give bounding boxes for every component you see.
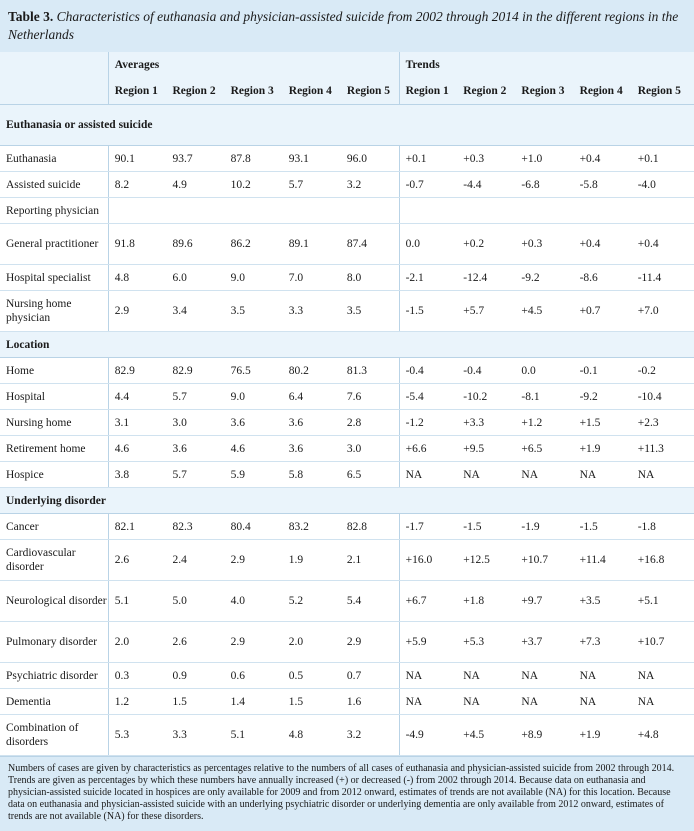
table-row	[0, 663, 694, 689]
row-label: General practitioner	[0, 224, 108, 265]
header-trend-5: Region 5	[632, 78, 694, 105]
average-cell-1: 4.4	[108, 384, 166, 410]
header-average-4: Region 4	[283, 78, 341, 105]
row-label: Neurological disorder	[0, 581, 108, 622]
row-label: Euthanasia	[0, 146, 108, 172]
average-cell-4	[283, 198, 341, 224]
trend-cell-2: -10.2	[457, 384, 515, 410]
average-cell-1	[108, 198, 166, 224]
row-label: Nursing home	[0, 410, 108, 436]
trend-cell-4: +0.4	[574, 146, 632, 172]
average-cell-3: 2.9	[225, 540, 283, 581]
average-cell-1: 2.0	[108, 622, 166, 663]
table-row	[0, 291, 694, 332]
average-cell-1: 4.6	[108, 436, 166, 462]
header-trend-1: Region 1	[399, 78, 457, 105]
trend-cell-2: -1.5	[457, 514, 515, 540]
table-row	[0, 172, 694, 198]
average-cell-3: 10.2	[225, 172, 283, 198]
trend-cell-5: -0.2	[632, 358, 694, 384]
header-average-3: Region 3	[225, 78, 283, 105]
trend-cell-5: +10.7	[632, 622, 694, 663]
average-cell-4: 3.6	[283, 410, 341, 436]
trend-cell-2: -0.4	[457, 358, 515, 384]
trend-cell-2: +9.5	[457, 436, 515, 462]
average-cell-4: 1.9	[283, 540, 341, 581]
average-cell-1: 1.2	[108, 689, 166, 715]
trend-cell-2: +0.2	[457, 224, 515, 265]
average-cell-4: 1.5	[283, 689, 341, 715]
average-cell-1: 4.8	[108, 265, 166, 291]
row-label: Pulmonary disorder	[0, 622, 108, 663]
average-cell-1: 82.1	[108, 514, 166, 540]
header-group-row	[0, 52, 694, 78]
table-row	[0, 224, 694, 265]
average-cell-5: 5.4	[341, 581, 399, 622]
section-header-row	[0, 332, 694, 358]
average-cell-5: 3.2	[341, 715, 399, 756]
average-cell-3: 5.1	[225, 715, 283, 756]
header-averages: Averages	[108, 52, 399, 78]
trend-cell-4: -0.1	[574, 358, 632, 384]
trend-cell-1: +16.0	[399, 540, 457, 581]
trend-cell-4: NA	[574, 462, 632, 488]
average-cell-1: 91.8	[108, 224, 166, 265]
trend-cell-1	[399, 198, 457, 224]
trend-cell-4: +11.4	[574, 540, 632, 581]
header-column-row	[0, 78, 694, 105]
average-cell-1: 3.1	[108, 410, 166, 436]
average-cell-5: 2.1	[341, 540, 399, 581]
trend-cell-3: +1.2	[515, 410, 573, 436]
header-trend-3: Region 3	[515, 78, 573, 105]
trend-cell-2: -12.4	[457, 265, 515, 291]
average-cell-1: 5.3	[108, 715, 166, 756]
trend-cell-3: +1.0	[515, 146, 573, 172]
trend-cell-1: -1.5	[399, 291, 457, 332]
average-cell-5: 82.8	[341, 514, 399, 540]
trend-cell-5: NA	[632, 663, 694, 689]
table-row	[0, 540, 694, 581]
trend-cell-1: NA	[399, 663, 457, 689]
trend-cell-2	[457, 198, 515, 224]
trend-cell-3: +10.7	[515, 540, 573, 581]
average-cell-4: 3.6	[283, 436, 341, 462]
trend-cell-4: +3.5	[574, 581, 632, 622]
table-row	[0, 265, 694, 291]
average-cell-3: 3.5	[225, 291, 283, 332]
trend-cell-1: +6.7	[399, 581, 457, 622]
trend-cell-1: -1.2	[399, 410, 457, 436]
table-row	[0, 410, 694, 436]
trend-cell-4: -9.2	[574, 384, 632, 410]
row-label: Hospital	[0, 384, 108, 410]
row-label: Home	[0, 358, 108, 384]
average-cell-2: 5.7	[166, 462, 224, 488]
trend-cell-3: +4.5	[515, 291, 573, 332]
header-average-1: Region 1	[108, 78, 166, 105]
average-cell-3: 87.8	[225, 146, 283, 172]
trend-cell-1: +5.9	[399, 622, 457, 663]
trend-cell-5: +0.1	[632, 146, 694, 172]
trend-cell-4: NA	[574, 689, 632, 715]
trend-cell-3	[515, 198, 573, 224]
trend-cell-4: NA	[574, 663, 632, 689]
average-cell-3: 76.5	[225, 358, 283, 384]
average-cell-3: 0.6	[225, 663, 283, 689]
average-cell-2: 3.0	[166, 410, 224, 436]
average-cell-2: 1.5	[166, 689, 224, 715]
average-cell-3: 9.0	[225, 384, 283, 410]
trend-cell-5: -11.4	[632, 265, 694, 291]
average-cell-4: 0.5	[283, 663, 341, 689]
average-cell-3: 5.9	[225, 462, 283, 488]
average-cell-3: 4.0	[225, 581, 283, 622]
average-cell-5: 6.5	[341, 462, 399, 488]
average-cell-2: 93.7	[166, 146, 224, 172]
average-cell-2: 82.9	[166, 358, 224, 384]
trend-cell-2: -4.4	[457, 172, 515, 198]
trend-cell-2: +12.5	[457, 540, 515, 581]
row-label: Reporting physician	[0, 198, 108, 224]
average-cell-4: 5.8	[283, 462, 341, 488]
trend-cell-3: +9.7	[515, 581, 573, 622]
table-row	[0, 689, 694, 715]
average-cell-2: 3.3	[166, 715, 224, 756]
trend-cell-2: +4.5	[457, 715, 515, 756]
section-label: Euthanasia or assisted suicide	[0, 105, 694, 146]
section-label: Underlying disorder	[0, 488, 694, 514]
trend-cell-2: NA	[457, 663, 515, 689]
average-cell-3: 2.9	[225, 622, 283, 663]
average-cell-3: 1.4	[225, 689, 283, 715]
average-cell-3: 80.4	[225, 514, 283, 540]
average-cell-4: 5.2	[283, 581, 341, 622]
average-cell-5: 96.0	[341, 146, 399, 172]
table-footnote: Numbers of cases are given by characteristics as percentages relative to the numbers of all cases of euthanasia and physician-assisted suicide from 2002 through 2014. Trends are given as percentages by which these numbers have annually increased (+) or decreased (-) from 2002 through 2014. Because data on euthanasia and physician-assisted suicide located in hospices are only available for 2009 and from 2012 onward, estimates of trends are not available (NA) for this location. Because data on euthanasia and physician-assisted suicide with an underlying psychiatric disorder or underlying dementia are only available from 2012 onward, estimates of trends are not available (NA) for these disorders.	[0, 756, 694, 831]
average-cell-4: 7.0	[283, 265, 341, 291]
trend-cell-3: NA	[515, 462, 573, 488]
trend-cell-1: -2.1	[399, 265, 457, 291]
trend-cell-3: +3.7	[515, 622, 573, 663]
trend-cell-1: NA	[399, 689, 457, 715]
average-cell-5: 87.4	[341, 224, 399, 265]
header-blank	[0, 78, 108, 105]
average-cell-2: 3.6	[166, 436, 224, 462]
trend-cell-3: +8.9	[515, 715, 573, 756]
trend-cell-4: -8.6	[574, 265, 632, 291]
average-cell-2: 5.7	[166, 384, 224, 410]
trend-cell-2: +3.3	[457, 410, 515, 436]
table-caption	[0, 0, 694, 52]
trend-cell-1: -4.9	[399, 715, 457, 756]
trend-cell-1: +6.6	[399, 436, 457, 462]
trend-cell-5: -4.0	[632, 172, 694, 198]
average-cell-2: 2.6	[166, 622, 224, 663]
header-trend-2: Region 2	[457, 78, 515, 105]
average-cell-4: 89.1	[283, 224, 341, 265]
average-cell-1: 8.2	[108, 172, 166, 198]
row-label: Assisted suicide	[0, 172, 108, 198]
table-row	[0, 436, 694, 462]
average-cell-2: 6.0	[166, 265, 224, 291]
average-cell-2: 3.4	[166, 291, 224, 332]
header-trend-4: Region 4	[574, 78, 632, 105]
average-cell-5: 7.6	[341, 384, 399, 410]
table-row	[0, 358, 694, 384]
average-cell-4: 83.2	[283, 514, 341, 540]
average-cell-4: 5.7	[283, 172, 341, 198]
row-label: Hospice	[0, 462, 108, 488]
average-cell-3: 3.6	[225, 410, 283, 436]
header-blank	[0, 52, 108, 78]
trend-cell-3: -6.8	[515, 172, 573, 198]
trend-cell-4: +0.4	[574, 224, 632, 265]
trend-cell-3: -8.1	[515, 384, 573, 410]
average-cell-5: 3.5	[341, 291, 399, 332]
trend-cell-4: +1.5	[574, 410, 632, 436]
table-row	[0, 384, 694, 410]
average-cell-2: 89.6	[166, 224, 224, 265]
average-cell-5: 2.9	[341, 622, 399, 663]
trend-cell-5: +5.1	[632, 581, 694, 622]
trend-cell-1: -1.7	[399, 514, 457, 540]
trend-cell-2: +5.3	[457, 622, 515, 663]
trend-cell-2: NA	[457, 462, 515, 488]
average-cell-1: 0.3	[108, 663, 166, 689]
row-label: Retirement home	[0, 436, 108, 462]
trend-cell-4: +1.9	[574, 436, 632, 462]
average-cell-4: 2.0	[283, 622, 341, 663]
trend-cell-1: 0.0	[399, 224, 457, 265]
average-cell-2: 2.4	[166, 540, 224, 581]
trend-cell-5: +2.3	[632, 410, 694, 436]
trend-cell-5: +11.3	[632, 436, 694, 462]
table-label: Table 3.	[8, 9, 54, 24]
trend-cell-5: NA	[632, 462, 694, 488]
average-cell-5: 2.8	[341, 410, 399, 436]
section-label: Location	[0, 332, 694, 358]
trend-cell-5	[632, 198, 694, 224]
table-title: Characteristics of euthanasia and physician-assisted suicide from 2002 through 2014 in the different regions in the Netherlands	[8, 9, 679, 42]
average-cell-2: 4.9	[166, 172, 224, 198]
trend-cell-5: +7.0	[632, 291, 694, 332]
row-label: Dementia	[0, 689, 108, 715]
trend-cell-4: +7.3	[574, 622, 632, 663]
trend-cell-3: -1.9	[515, 514, 573, 540]
header-average-2: Region 2	[166, 78, 224, 105]
average-cell-5: 3.0	[341, 436, 399, 462]
trend-cell-1: NA	[399, 462, 457, 488]
average-cell-4: 93.1	[283, 146, 341, 172]
average-cell-5: 0.7	[341, 663, 399, 689]
table-row	[0, 581, 694, 622]
trend-cell-3: -9.2	[515, 265, 573, 291]
trend-cell-3: +0.3	[515, 224, 573, 265]
table-row	[0, 622, 694, 663]
average-cell-3: 9.0	[225, 265, 283, 291]
average-cell-4: 3.3	[283, 291, 341, 332]
row-label: Cancer	[0, 514, 108, 540]
average-cell-1: 5.1	[108, 581, 166, 622]
average-cell-4: 6.4	[283, 384, 341, 410]
trend-cell-1: -0.7	[399, 172, 457, 198]
trend-cell-2: +1.8	[457, 581, 515, 622]
header-trends: Trends	[399, 52, 694, 78]
data-table	[0, 52, 694, 756]
trend-cell-4: -5.8	[574, 172, 632, 198]
trend-cell-4: +1.9	[574, 715, 632, 756]
trend-cell-5: -10.4	[632, 384, 694, 410]
average-cell-5	[341, 198, 399, 224]
table-row	[0, 146, 694, 172]
row-label: Nursing home physician	[0, 291, 108, 332]
trend-cell-1: -5.4	[399, 384, 457, 410]
average-cell-4: 4.8	[283, 715, 341, 756]
average-cell-3: 4.6	[225, 436, 283, 462]
table-row	[0, 462, 694, 488]
average-cell-2	[166, 198, 224, 224]
row-label: Cardiovascular disorder	[0, 540, 108, 581]
trend-cell-3: 0.0	[515, 358, 573, 384]
table-row	[0, 198, 694, 224]
average-cell-5: 81.3	[341, 358, 399, 384]
trend-cell-4: -1.5	[574, 514, 632, 540]
average-cell-2: 5.0	[166, 581, 224, 622]
trend-cell-3: NA	[515, 689, 573, 715]
trend-cell-1: -0.4	[399, 358, 457, 384]
trend-cell-3: NA	[515, 663, 573, 689]
section-header-row	[0, 488, 694, 514]
header-average-5: Region 5	[341, 78, 399, 105]
average-cell-1: 3.8	[108, 462, 166, 488]
trend-cell-1: +0.1	[399, 146, 457, 172]
average-cell-4: 80.2	[283, 358, 341, 384]
section-header-row	[0, 105, 694, 146]
trend-cell-5: +0.4	[632, 224, 694, 265]
trend-cell-5: NA	[632, 689, 694, 715]
average-cell-5: 3.2	[341, 172, 399, 198]
table-row	[0, 514, 694, 540]
table-row	[0, 715, 694, 756]
trend-cell-5: -1.8	[632, 514, 694, 540]
trend-cell-4	[574, 198, 632, 224]
row-label: Psychiatric disorder	[0, 663, 108, 689]
average-cell-3: 86.2	[225, 224, 283, 265]
trend-cell-3: +6.5	[515, 436, 573, 462]
trend-cell-5: +16.8	[632, 540, 694, 581]
trend-cell-2: +5.7	[457, 291, 515, 332]
average-cell-1: 82.9	[108, 358, 166, 384]
average-cell-5: 8.0	[341, 265, 399, 291]
average-cell-2: 82.3	[166, 514, 224, 540]
average-cell-5: 1.6	[341, 689, 399, 715]
trend-cell-4: +0.7	[574, 291, 632, 332]
average-cell-2: 0.9	[166, 663, 224, 689]
trend-cell-5: +4.8	[632, 715, 694, 756]
trend-cell-2: +0.3	[457, 146, 515, 172]
average-cell-1: 2.6	[108, 540, 166, 581]
trend-cell-2: NA	[457, 689, 515, 715]
average-cell-3	[225, 198, 283, 224]
row-label: Combination of disorders	[0, 715, 108, 756]
row-label: Hospital specialist	[0, 265, 108, 291]
average-cell-1: 2.9	[108, 291, 166, 332]
average-cell-1: 90.1	[108, 146, 166, 172]
table-body	[0, 105, 694, 756]
